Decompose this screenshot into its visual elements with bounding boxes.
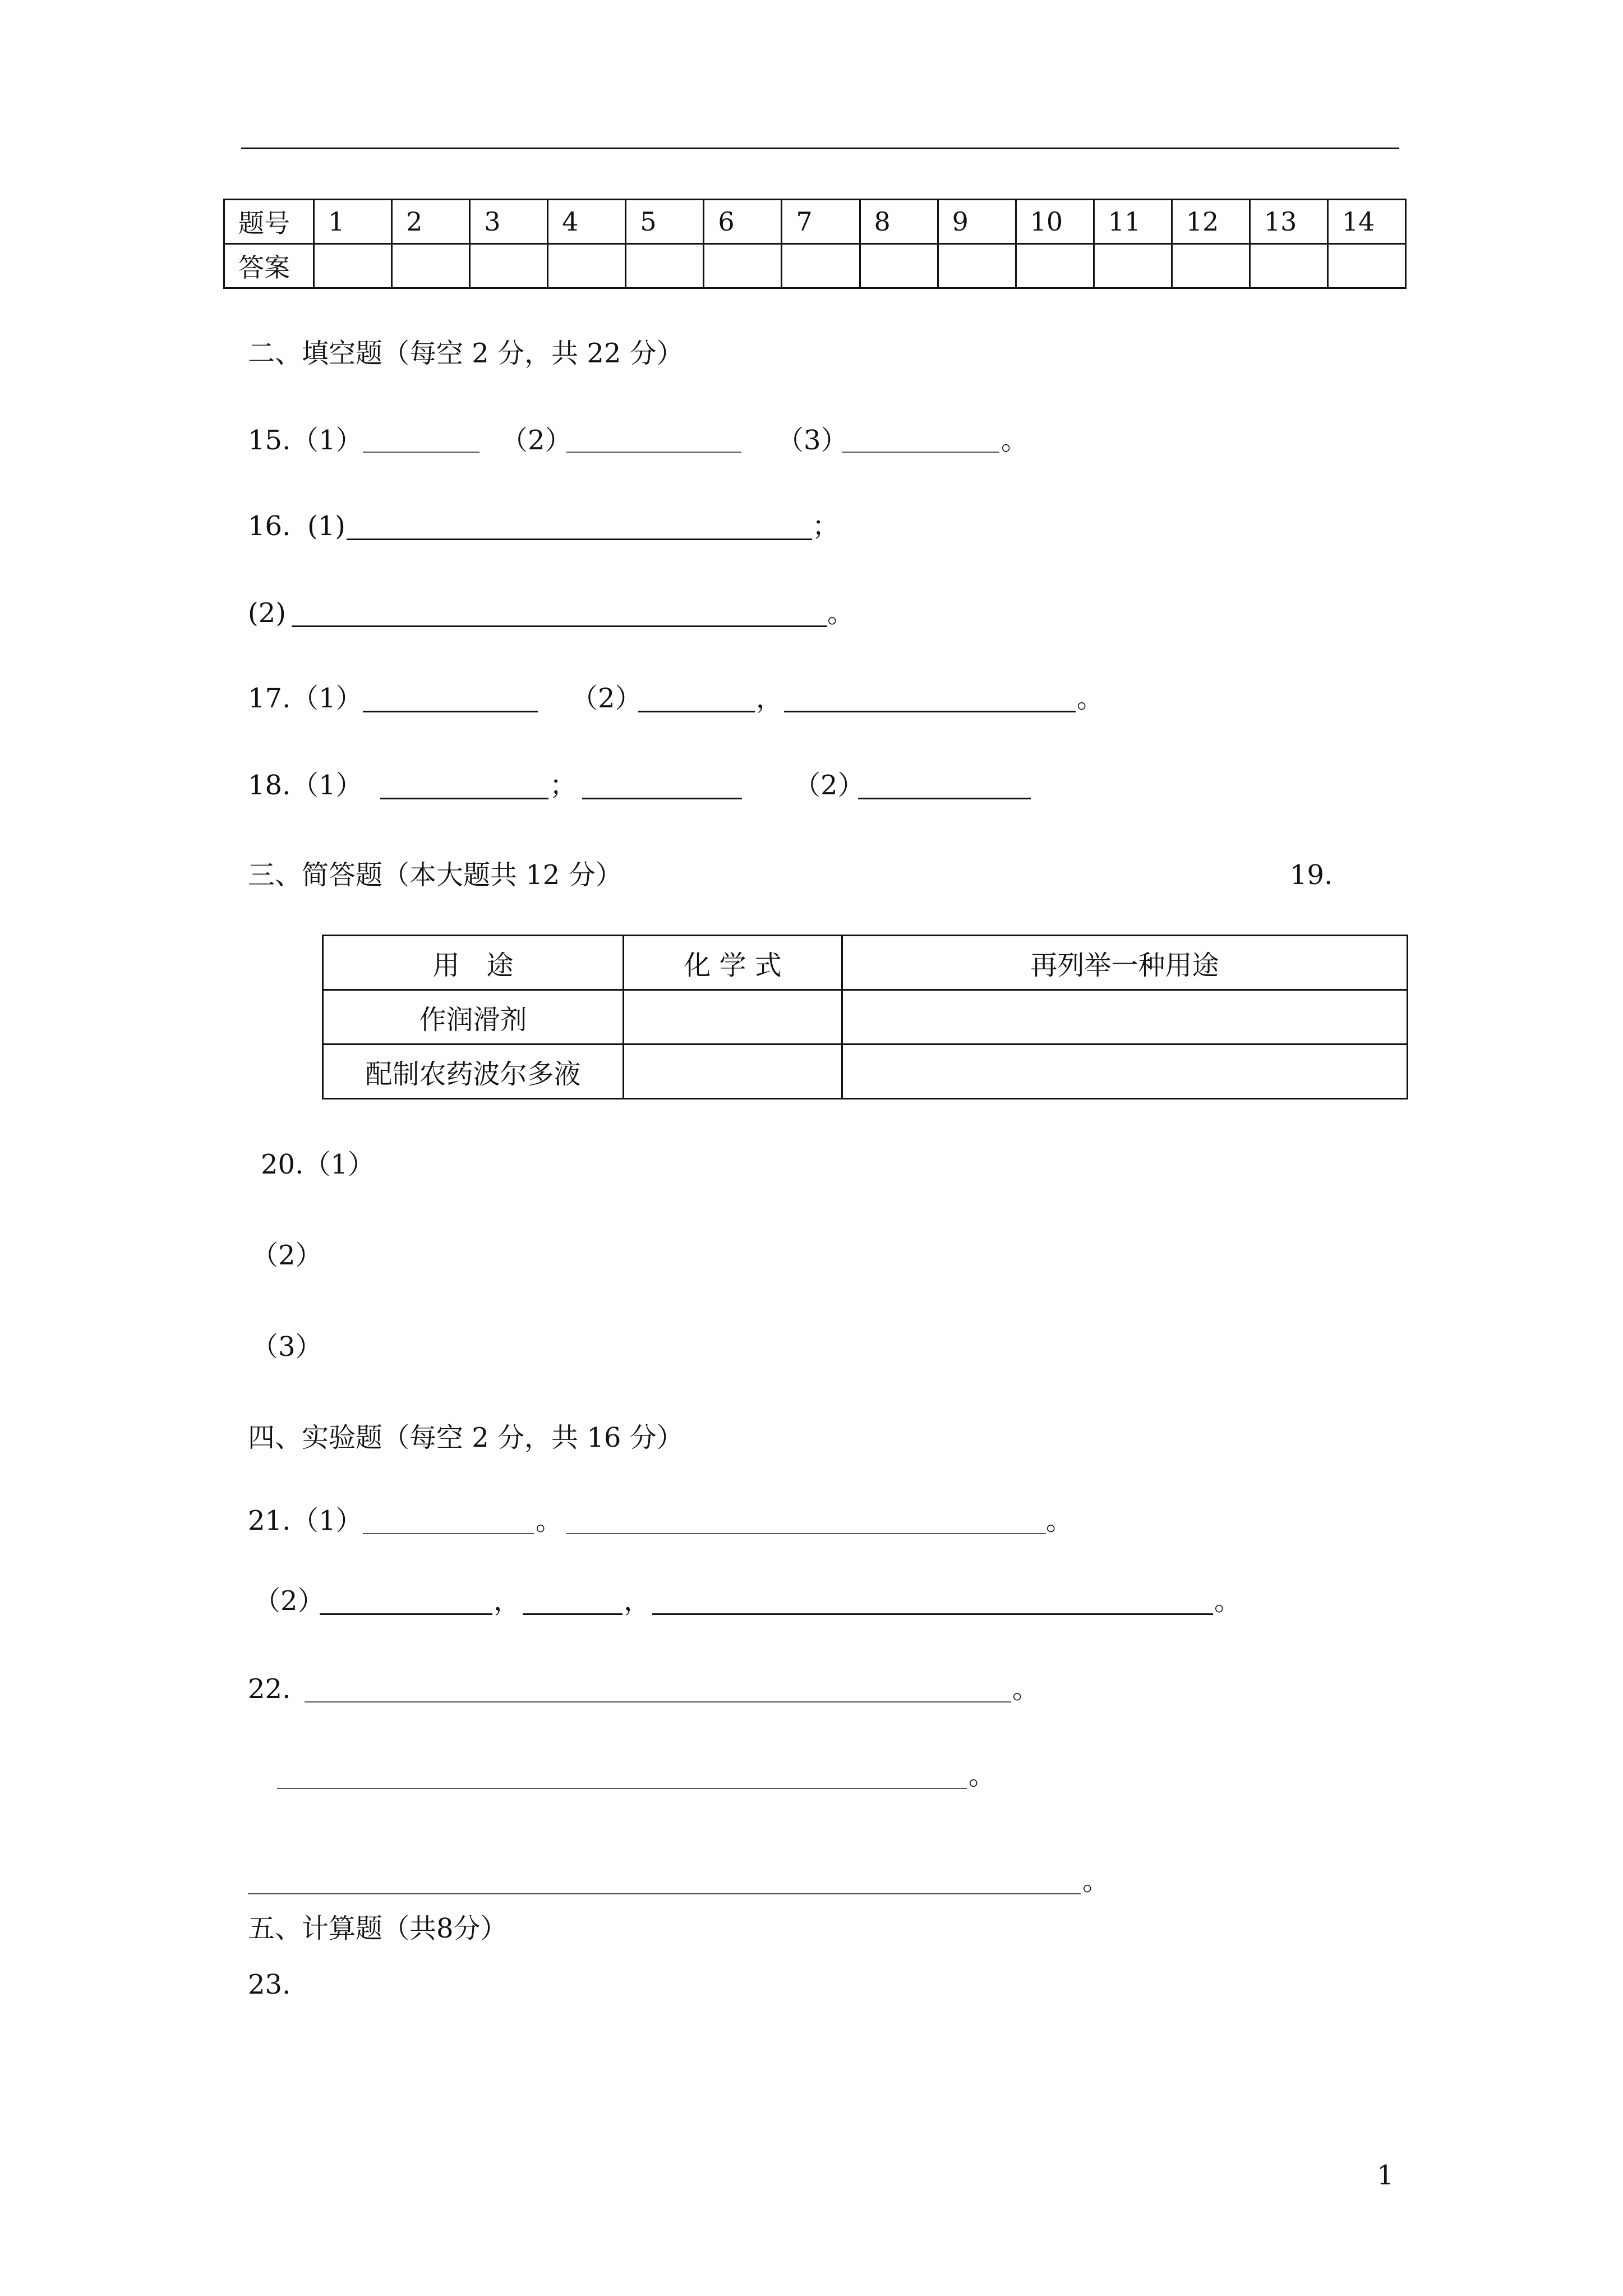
q18-part1-label: （1） [292,770,363,801]
table-header-question-number: 题号 [224,200,314,244]
answer-cell[interactable] [548,244,626,288]
q22-blank-3[interactable] [248,1893,1081,1894]
q21-end-mark-2: 。 [1214,1585,1242,1617]
q21-blank-5[interactable] [652,1613,1213,1615]
question-number-cell: 6 [704,200,782,244]
q21-part2-label: （2） [253,1585,325,1617]
q21-blank-1[interactable] [363,1533,534,1534]
q18-blank-1[interactable] [380,798,548,799]
answer-cell[interactable] [470,244,548,288]
q18-semicolon: ； [550,770,577,801]
question-number-cell: 3 [470,200,548,244]
answer-cell[interactable] [392,244,470,288]
q15-part3-label: （3） [777,425,848,456]
q15-number: 15. [248,425,291,456]
q18-blank-2[interactable] [582,798,742,799]
section-4-title: 四、实验题（每空 2 分，共 16 分） [248,1422,684,1453]
section-5-title: 五、计算题（共8分） [248,1913,508,1944]
question-number-cell: 11 [1094,200,1172,244]
q15-blank-1[interactable] [363,452,479,453]
q22-end-mark-3: 。 [1082,1865,1110,1897]
q17-blank-2[interactable] [638,711,755,712]
q21-comma-2: ， [624,1585,651,1617]
use-table-header-other-use: 再列举一种用途 [842,936,1408,990]
use-table-header-formula: 化 学 式 [624,936,842,990]
use-table-header-use: 用 途 [323,936,624,990]
q20-part2-label: （2） [251,1240,322,1271]
use-table-formula-cell[interactable] [624,990,842,1045]
question-number-cell: 12 [1172,200,1249,244]
q21-blank-2[interactable] [566,1533,1046,1534]
answer-cell[interactable] [1094,244,1172,288]
use-table-use-cell: 作润滑剂 [323,990,624,1045]
q20-part1-label: 20.（1） [261,1149,375,1180]
q18-number: 18. [248,770,291,801]
q19-number: 19. [1290,859,1333,891]
q18-part2-label: （2） [794,770,865,801]
answer-cell[interactable] [1172,244,1249,288]
q22-number: 22. [248,1673,291,1705]
question-number-cell: 8 [860,200,938,244]
q16-semicolon: ； [812,510,840,542]
q21-comma-1: ， [494,1585,521,1617]
use-table-header-row [323,936,1408,990]
question-number-cell: 4 [548,200,626,244]
question-number-cell: 13 [1249,200,1327,244]
q16-part2-label: (2) [248,597,286,629]
question-number-cell: 7 [782,200,860,244]
q17-part2-label: （2） [571,683,642,714]
q17-blank-1[interactable] [363,711,538,712]
question-number-cell: 14 [1327,200,1405,244]
use-table-use-cell: 配制农药波尔多液 [323,1045,624,1099]
q17-end-mark: 。 [1077,683,1104,714]
answer-cell[interactable] [938,244,1016,288]
q15-end-mark: 。 [1001,425,1029,456]
q21-number: 21. [248,1505,291,1536]
q16-part1-label: (1) [307,510,345,542]
use-table [322,935,1408,1099]
use-table-other-use-cell[interactable] [842,990,1408,1045]
table-header-answer: 答案 [224,244,314,288]
q16-number: 16. [248,510,291,542]
answer-cell[interactable] [860,244,938,288]
q16-blank-2[interactable] [292,625,827,627]
section-3-title: 三、简答题（本大题共 12 分） [248,859,623,891]
header-rule [241,148,1399,149]
answer-cell[interactable] [1249,244,1327,288]
answer-table [223,199,1407,289]
page-number: 1 [1377,2160,1394,2191]
q22-end-mark-1: 。 [1012,1673,1040,1705]
answer-cell[interactable] [704,244,782,288]
q21-blank-3[interactable] [320,1613,492,1615]
q22-end-mark-2: 。 [969,1760,996,1791]
q21-mid-mark: 。 [536,1505,563,1536]
q16-end-mark: 。 [827,597,855,629]
answer-table-number-row [224,200,1406,244]
q15-blank-2[interactable] [566,452,741,453]
question-number-cell: 5 [626,200,704,244]
q21-blank-4[interactable] [523,1613,623,1615]
question-number-cell: 2 [392,200,470,244]
q17-part1-label: （1） [292,683,363,714]
answer-cell[interactable] [626,244,704,288]
q22-blank-2[interactable] [277,1788,967,1789]
use-table-row [323,990,1408,1045]
q20-part3-label: （3） [251,1331,322,1363]
use-table-formula-cell[interactable] [624,1045,842,1099]
q17-blank-3[interactable] [784,711,1076,712]
question-number-cell: 9 [938,200,1016,244]
q15-part1-label: （1） [292,425,363,456]
use-table-other-use-cell[interactable] [842,1045,1408,1099]
use-table-row [323,1045,1408,1099]
q21-part1-label: （1） [292,1505,363,1536]
q22-blank-1[interactable] [305,1701,1011,1703]
answer-cell[interactable] [782,244,860,288]
question-number-cell: 1 [314,200,392,244]
question-number-cell: 10 [1016,200,1094,244]
q21-end-mark: 。 [1046,1505,1073,1536]
answer-cell[interactable] [1016,244,1094,288]
answer-cell[interactable] [1327,244,1405,288]
q15-blank-3[interactable] [842,452,999,453]
section-2-title: 二、填空题（每空 2 分，共 22 分） [248,338,684,369]
answer-table-answer-row [224,244,1406,288]
q16-blank-1[interactable] [347,539,812,540]
q15-part2-label: （2） [501,425,572,456]
q18-blank-3[interactable] [858,798,1031,799]
q17-number: 17. [248,683,291,714]
answer-cell[interactable] [314,244,392,288]
q23-number: 23. [248,1969,291,2000]
q17-comma: ， [756,683,783,714]
